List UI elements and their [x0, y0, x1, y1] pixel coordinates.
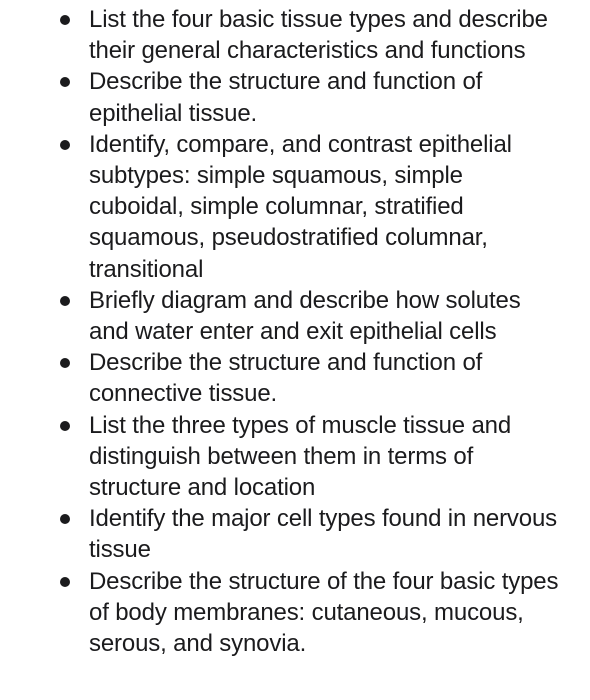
bullet-icon	[60, 577, 70, 587]
list-item	[0, 566, 590, 660]
bullet-icon	[60, 15, 70, 25]
list-item	[0, 285, 590, 347]
list-item-text: Identify, compare, and contrast epithelial subtypes: simple squamous, simple cuboidal, simple columnar, stratified squamous, pseudostratified columnar, transitional	[89, 130, 512, 283]
list-item-text: List the three types of muscle tissue and distinguish between them in terms of structure and location	[89, 411, 512, 502]
list-item	[0, 503, 590, 565]
bullet-icon	[60, 421, 70, 431]
list-item	[0, 129, 590, 285]
list-item	[0, 347, 590, 409]
list-item-text: List the four basic tissue types and describe their general characteristics and functions	[89, 6, 548, 65]
list-item	[0, 410, 590, 504]
list-item-text: Describe the structure and function of connective tissue.	[89, 349, 483, 408]
objectives-list	[0, 4, 590, 659]
list-item-text: Briefly diagram and describe how solutes and water enter and exit epithelial cells	[89, 286, 521, 346]
bullet-icon	[60, 77, 70, 87]
list-item-text: Describe the structure and function of epithelial tissue.	[89, 68, 483, 127]
bullet-icon	[60, 140, 70, 150]
list-item-text: Describe the structure of the four basic types of body membranes: cutaneous, mucous, serous, and synovia.	[89, 567, 559, 658]
list-item	[0, 66, 590, 128]
bullet-icon	[60, 358, 70, 368]
list-item-text: Identify the major cell types found in nervous tissue	[89, 505, 558, 564]
bullet-icon	[60, 514, 70, 524]
list-item	[0, 4, 590, 66]
bullet-icon	[60, 296, 70, 306]
